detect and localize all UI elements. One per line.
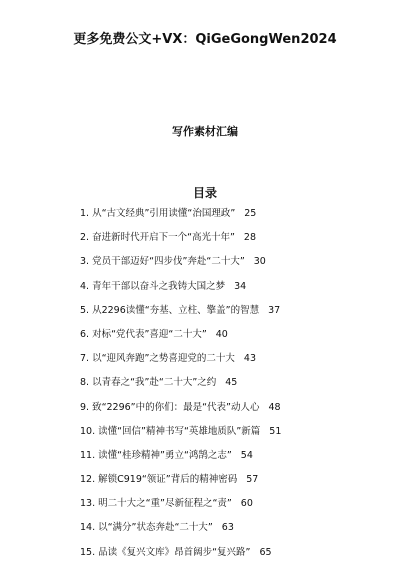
toc-entry-title: 解锁C919“领证”背后的精神密码: [98, 474, 238, 486]
toc-entry-page-number: 25: [244, 208, 257, 219]
toc-entry-title: 以“满分”状态奔赴“二十大”: [98, 522, 213, 534]
toc-entry-number: 12.: [80, 474, 96, 486]
toc-entry-number: 4.: [80, 280, 90, 292]
toc-entry[interactable]: [80, 207, 400, 231]
toc-entry-page-number: 43: [243, 353, 257, 365]
toc-entry-number: 13.: [80, 498, 96, 510]
toc-entry[interactable]: [80, 449, 400, 473]
toc-heading: 目录: [192, 186, 217, 200]
toc-entry[interactable]: [80, 352, 400, 376]
toc-entry[interactable]: [80, 473, 400, 497]
toc-entry[interactable]: [80, 546, 400, 570]
toc-entry-number: 2.: [80, 232, 90, 244]
toc-entry-title: 明二十大之“重”尽新征程之“责”: [98, 498, 232, 510]
toc-entry-number: 7.: [80, 353, 90, 365]
toc-entry-title: 奋进新时代开启下一个“高光十年”: [92, 232, 235, 244]
toc-entry-page-number: 48: [268, 401, 281, 413]
toc-entry[interactable]: [80, 376, 400, 400]
toc-entry-number: 5.: [80, 304, 90, 316]
toc-entry[interactable]: [80, 401, 400, 425]
toc-entry-title: 读懂“桂珍精神”勇立“鸿鹄之志”: [98, 449, 232, 461]
promo-banner: 更多免费公文+VX：QiGeGongWen2024: [73, 32, 337, 47]
toc-entry-number: 15.: [80, 546, 96, 558]
toc-entry[interactable]: [80, 497, 400, 521]
toc-entry-page-number: 40: [215, 328, 228, 340]
toc-entry-page-number: 63: [221, 522, 234, 534]
toc-entry[interactable]: [80, 304, 400, 328]
toc-entry-page-number: 30: [253, 256, 266, 268]
document-title: 写作素材汇编: [172, 125, 238, 138]
toc-entry-number: 11.: [80, 449, 96, 461]
toc-entry-title: 党员干部迈好“四步伐”奔赴“二十大”: [92, 256, 245, 268]
toc-entry-number: 6.: [80, 328, 90, 340]
toc-entry-title: 品读《复兴文库》昂首阔步“复兴路”: [98, 546, 251, 558]
toc-entry-page-number: 28: [243, 232, 257, 244]
toc-entry-title: 从“古文经典”引用读懂“治国理政”: [92, 208, 236, 219]
toc-entry-page-number: 34: [234, 280, 247, 292]
toc-entry-page-number: 37: [268, 304, 281, 316]
toc-entry[interactable]: [80, 255, 400, 279]
toc-entry-page-number: 54: [240, 449, 253, 461]
toc-entry-page-number: 65: [259, 546, 272, 558]
toc-entry[interactable]: [80, 425, 400, 449]
toc-entry-title: 以青春之“我”赴“二十大”之约: [92, 377, 217, 389]
toc-entry-title: 读懂“回信”精神书写“英雄地质队”新篇: [98, 425, 261, 437]
toc-entry-number: 9.: [80, 401, 90, 413]
toc-entry-title: 从2296读懂“夯基、立柱、擎盖”的智慧: [92, 304, 260, 316]
toc-entry[interactable]: [80, 231, 400, 255]
toc-entry-number: 1.: [80, 208, 90, 219]
toc-entry-title: 对标“党代表”喜迎“二十大”: [92, 328, 207, 340]
toc-entry-number: 10.: [80, 425, 96, 437]
table-of-contents: [80, 207, 400, 570]
toc-entry[interactable]: [80, 280, 400, 304]
toc-entry-page-number: 57: [246, 474, 259, 486]
toc-entry[interactable]: [80, 521, 400, 545]
toc-entry-page-number: 51: [269, 425, 282, 437]
toc-entry-title: 以“迎风奔跑”之势喜迎党的二十大: [92, 353, 235, 365]
toc-entry-title: 青年干部以奋斗之我铸大国之梦: [92, 280, 226, 292]
toc-entry-page-number: 45: [225, 377, 238, 389]
toc-entry-number: 14.: [80, 522, 96, 534]
toc-entry-page-number: 60: [240, 498, 253, 510]
toc-entry[interactable]: [80, 328, 400, 352]
toc-entry-number: 3.: [80, 256, 90, 268]
toc-entry-number: 8.: [80, 377, 90, 389]
toc-entry-title: 致“2296”中的你们：最是“代表”动人心: [92, 401, 260, 413]
